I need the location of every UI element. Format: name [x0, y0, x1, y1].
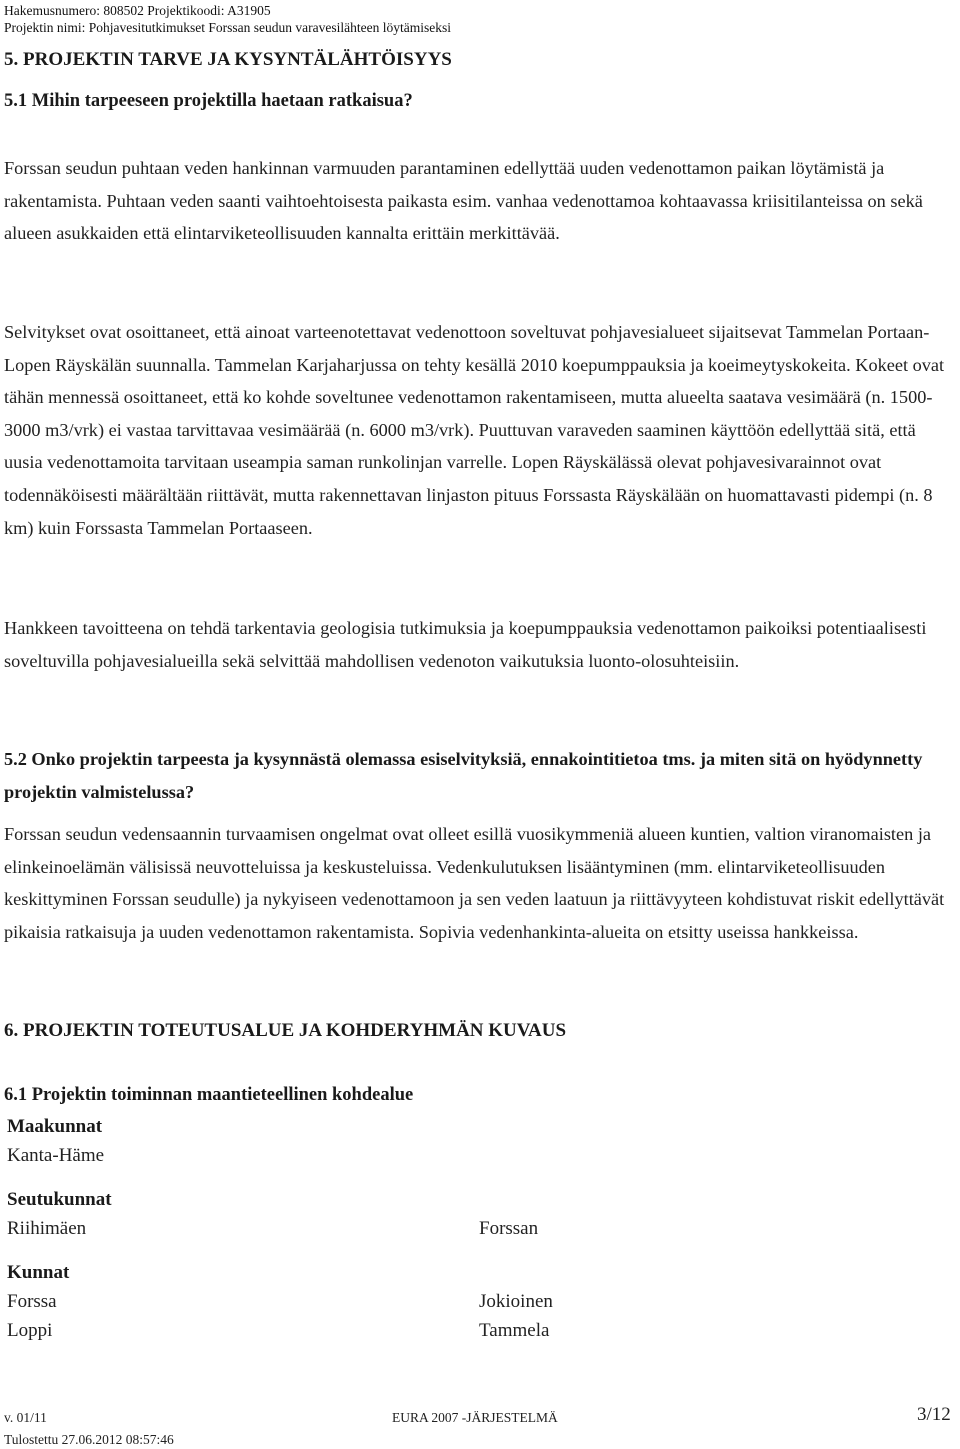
maakunnat-label: Maakunnat	[7, 1116, 103, 1137]
seutukunnat-label: Seutukunnat	[7, 1189, 112, 1210]
section-5-1-paragraph-3: Hankkeen tavoitteena on tehdä tarkentavia geologisia tutkimuksia ja koepumppauksia vedenottamon paikoiksi potentiaalisesti soveltuvilla pohjavesialueilla sekä selvittää mahdollisen vedenoton vaikutuksia luonto-olosuhteisiin.	[4, 618, 927, 671]
seutukunta-value: Riihimäen	[7, 1218, 87, 1239]
section-5-2-paragraph: Forssan seudun vedensaannin turvaamisen ongelmat ovat olleet esillä vuosikymmeniä alueen kuntien, valtion viranomaisten ja elinkeinoelämän välisissä neuvotteluissa ja keskusteluissa. Vedenkulutuksen lisääntyminen (mm. elintarviketeollisuuden keskittyminen Forssan seudulle) ja nykyiseen vedenottamoon ja sen veden laatuun ja riittävyyteen kohdistuvat riskit edellyttävät pikaisia ratkaisuja ja uuden vedenottamon rakentamista. Sopivia vedenhankinta-alueita on etsitty useissa hankkeissa.	[4, 824, 945, 942]
kunta-value: Forssa	[7, 1291, 57, 1312]
maakunta-value: Kanta-Häme	[7, 1145, 105, 1166]
footer-system-name: EURA 2007 -JÄRJESTELMÄ	[392, 1410, 558, 1425]
section-5-1-paragraph-2: Selvitykset ovat osoittaneet, että ainoat varteenotettavat vedenottoon soveltuvat pohjavesialueet sijaitsevat Tammelan Portaan- Lopen Räyskälän suunnalla. Tammelan Karjaharjussa on tehty kesällä 2010 koepumppauksia ja koeimeytyskokeita. Kokeet ovat tähän mennessä osoittaneet, että ko kohde soveltunee vedenottamon rakentamiseen, mutta alueelta saatava vesimäärä (n. 1500-3000 m3/vrk) ei vastaa tarvittavaa vesimäärää (n. 6000 m3/vrk). Puuttuvan varaveden saaminen käyttöön edellyttää sitä, että uusia vedenottamoita tarvitaan useampia saman runkolinjan varrelle. Lopen Räyskälässä olevat pohjavesivarainnot ovat todennäköisesti määrältään riittävät, mutta rakennettavan linjaston pituus Forssasta Räyskälään on huomattavasti pidempi (n. 8 km) kuin Forssasta Tammelan Portaaseen.	[4, 322, 945, 538]
section-5-title: 5. PROJEKTIN TARVE JA KYSYNTÄLÄHTÖISYYS	[4, 49, 452, 70]
seutukunta-value: Forssan	[479, 1218, 539, 1239]
section-5-1-paragraph-1: Forssan seudun puhtaan veden hankinnan varmuuden parantaminen edellyttää uuden vedenottamon paikan löytämistä ja rakentamista. Puhtaan veden saanti vaihtoehtoisesta paikasta esim. vanhaa vedenottamoa kohtaavassa kriisitilanteissa on sekä alueen asukkaiden että elintarviketeollisuuden kannalta erittäin merkittävää.	[4, 158, 923, 244]
kunnat-label: Kunnat	[7, 1262, 70, 1283]
header-project-name-line: Projektin nimi: Pohjavesitutkimukset Forssan seudun varavesilähteen löytämiseksi	[4, 20, 451, 35]
footer-page-number: 3/12	[917, 1404, 951, 1425]
kunta-value: Jokioinen	[479, 1291, 553, 1312]
header-application-line: Hakemusnumero: 808502 Projektikoodi: A31905	[4, 3, 271, 18]
kunta-value: Loppi	[7, 1320, 53, 1341]
section-5-1-title: 5.1 Mihin tarpeeseen projektilla haetaan ratkaisua?	[4, 91, 413, 111]
footer-print-timestamp: Tulostettu 27.06.2012 08:57:46	[4, 1432, 174, 1447]
section-6-1-title: 6.1 Projektin toiminnan maantieteellinen kohdealue	[4, 1085, 414, 1105]
kunta-value: Tammela	[479, 1320, 550, 1341]
section-5-2-title: 5.2 Onko projektin tarpeesta ja kysynnästä olemassa esiselvityksiä, ennakointitietoa tms. ja miten sitä on hyödynnetty projektin valmistelussa?	[4, 749, 923, 802]
footer-version: v. 01/11	[4, 1410, 47, 1425]
section-6-title: 6. PROJEKTIN TOTEUTUSALUE JA KOHDERYHMÄN KUVAUS	[4, 1020, 567, 1041]
